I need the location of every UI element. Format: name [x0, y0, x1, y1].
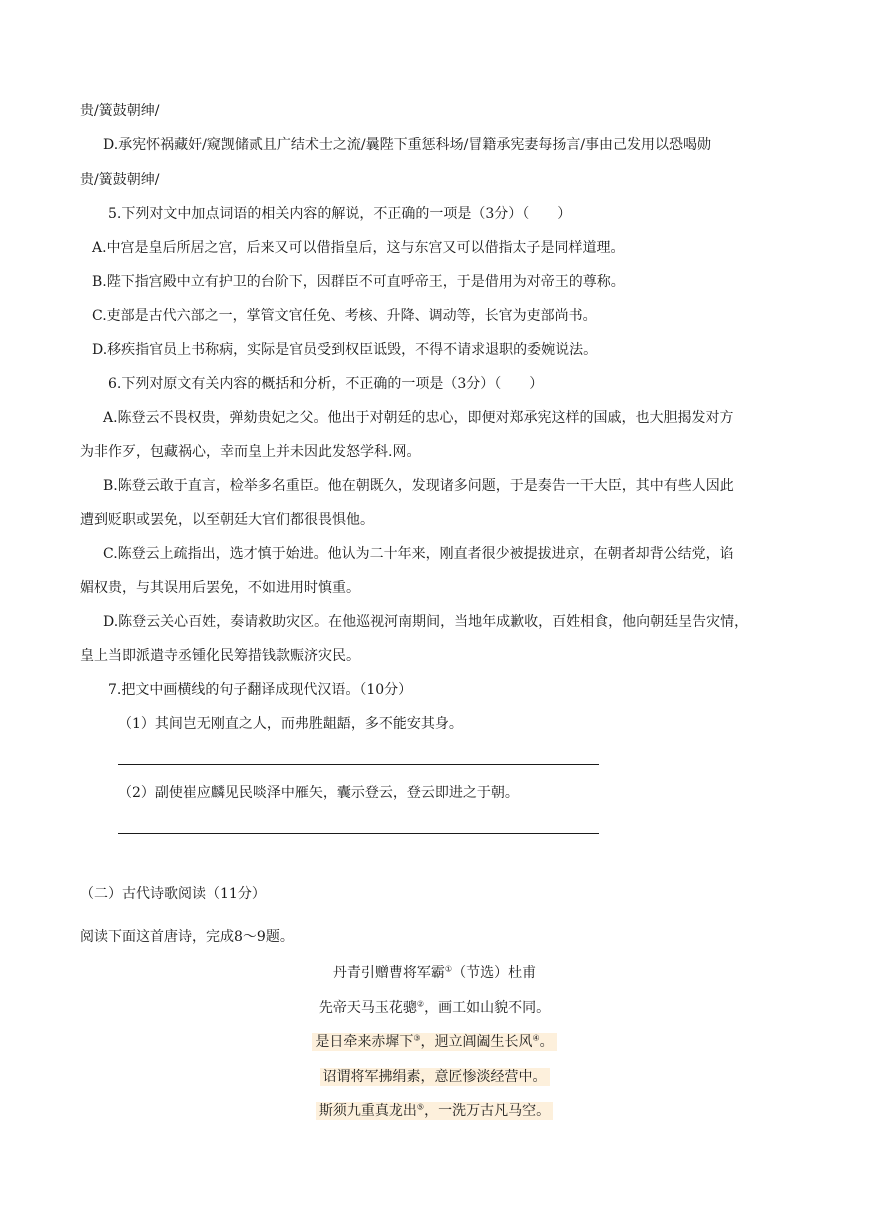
- q6-option-b: B.陈登云敢于直言，检举多名重臣。他在朝既久，发现诸多问题，于是奏告一干大臣，其中有些人因此: [103, 478, 734, 494]
- question-7: 7.把文中画横线的句子翻译成现代汉语。（10分）: [108, 682, 413, 698]
- q5-option-a: A.中宫是皇后所居之宫，后来又可以借指皇后，这与东宫又可以借指太子是同样道理。: [92, 240, 625, 256]
- q5-option-c: C.吏部是古代六部之一，掌管文官任免、考核、升降、调动等，长官为吏部尚书。: [92, 308, 597, 324]
- text-line: 贵/簧鼓朝绅/: [80, 172, 160, 188]
- footnote-marker: ③: [413, 1033, 421, 1043]
- q7-sentence-1: （1）其间岂无刚直之人，而弗胜龃龉，多不能安其身。: [118, 716, 463, 732]
- q7-sentence-2: （2）副使崔应麟见民啖泽中雁矢，囊示登云，登云即进之于朝。: [118, 785, 519, 801]
- text-line: 皇上当即派遣寺丞锺化民筹措钱款赈济灾民。: [80, 648, 360, 664]
- q5-option-b: B.陛下指宫殿中立有护卫的台阶下，因群臣不可直呼帝王，于是借用为对帝王的尊称。: [92, 274, 625, 290]
- q6-option-d: D.陈登云关心百姓，奏请救助灾区。在他巡视河南期间，当地年成歉收，百姓相食，他向朝廷呈告灾情，: [103, 614, 749, 630]
- poem-verse: [0, 1100, 869, 1122]
- q5-option-d: D.移疾指官员上书称病，实际是官员受到权臣诋毁，不得不请求退职的委婉说法。: [92, 342, 598, 358]
- poem-title-suffix: （节选）杜甫: [452, 965, 537, 981]
- highlighted-verse: [312, 1033, 556, 1051]
- verse-text: ，一洗万古凡马空。: [424, 1103, 551, 1119]
- text-line: 为非作歹，包藏祸心，幸而皇上并未因此发怒学科.网。: [80, 444, 421, 460]
- verse-text: ，画工如山貌不同。: [424, 1000, 551, 1016]
- q6-option-a: A.陈登云不畏权贵，弹劾贵妃之父。他出于对朝廷的忠心，即便对郑承宪这样的国戚，也大胆揭发对方: [103, 410, 734, 426]
- answer-line-2: [118, 833, 599, 834]
- answer-line-1: [118, 764, 599, 765]
- poem-title-text: 丹青引赠曹将军霸: [332, 965, 445, 981]
- verse-text: ，迥立阊阖生长风: [420, 1034, 533, 1050]
- section-heading: （二）古代诗歌阅读（11分）: [80, 886, 266, 902]
- poem-title: [0, 962, 869, 984]
- poem-verse: [0, 1066, 869, 1088]
- poem-verse: [0, 997, 869, 1019]
- footnote-marker: ④: [532, 1033, 540, 1043]
- highlighted-verse: [320, 1068, 550, 1086]
- footnote-marker: ⑤: [416, 1102, 425, 1112]
- poem-verse: [0, 1031, 869, 1053]
- option-d-line: D.承宪怀祸藏奸/窥觊储贰且广结术士之流/曩陛下重惩科场/冒籍承宪妻每扬言/事由己发用以恐喝勋: [103, 137, 712, 153]
- question-5: 5.下列对文中加点词语的相关内容的解说，不正确的一项是（3分）（ ）: [108, 206, 572, 222]
- question-6: 6.下列对原文有关内容的概括和分析，不正确的一项是（3分）（ ）: [108, 376, 544, 392]
- highlighted-verse: [316, 1102, 553, 1120]
- verse-text: 斯须九重真龙出: [318, 1103, 417, 1119]
- verse-text: 是日牵来赤墀下: [315, 1034, 414, 1050]
- section-instruction: 阅读下面这首唐诗，完成8～9题。: [80, 929, 294, 945]
- footnote-marker: ②: [416, 999, 425, 1009]
- verse-text: 先帝天马玉花骢: [318, 1000, 417, 1016]
- verse-text: 诏谓将军拂绢素，意匠惨淡经营中。: [322, 1069, 547, 1085]
- text-line: 贵/簧鼓朝绅/: [80, 103, 160, 119]
- footnote-marker: ①: [444, 964, 453, 974]
- text-line: 遭到贬职或罢免，以至朝廷大官们都很畏惧他。: [80, 512, 374, 528]
- text-line: 媚权贵，与其误用后罢免，不如进用时慎重。: [80, 580, 360, 596]
- verse-text: 。: [539, 1034, 554, 1050]
- q6-option-c: C.陈登云上疏指出，选才慎于始进。他认为二十年来，刚直者很少被提拔进京，在朝者却背公结党，谄: [103, 546, 734, 562]
